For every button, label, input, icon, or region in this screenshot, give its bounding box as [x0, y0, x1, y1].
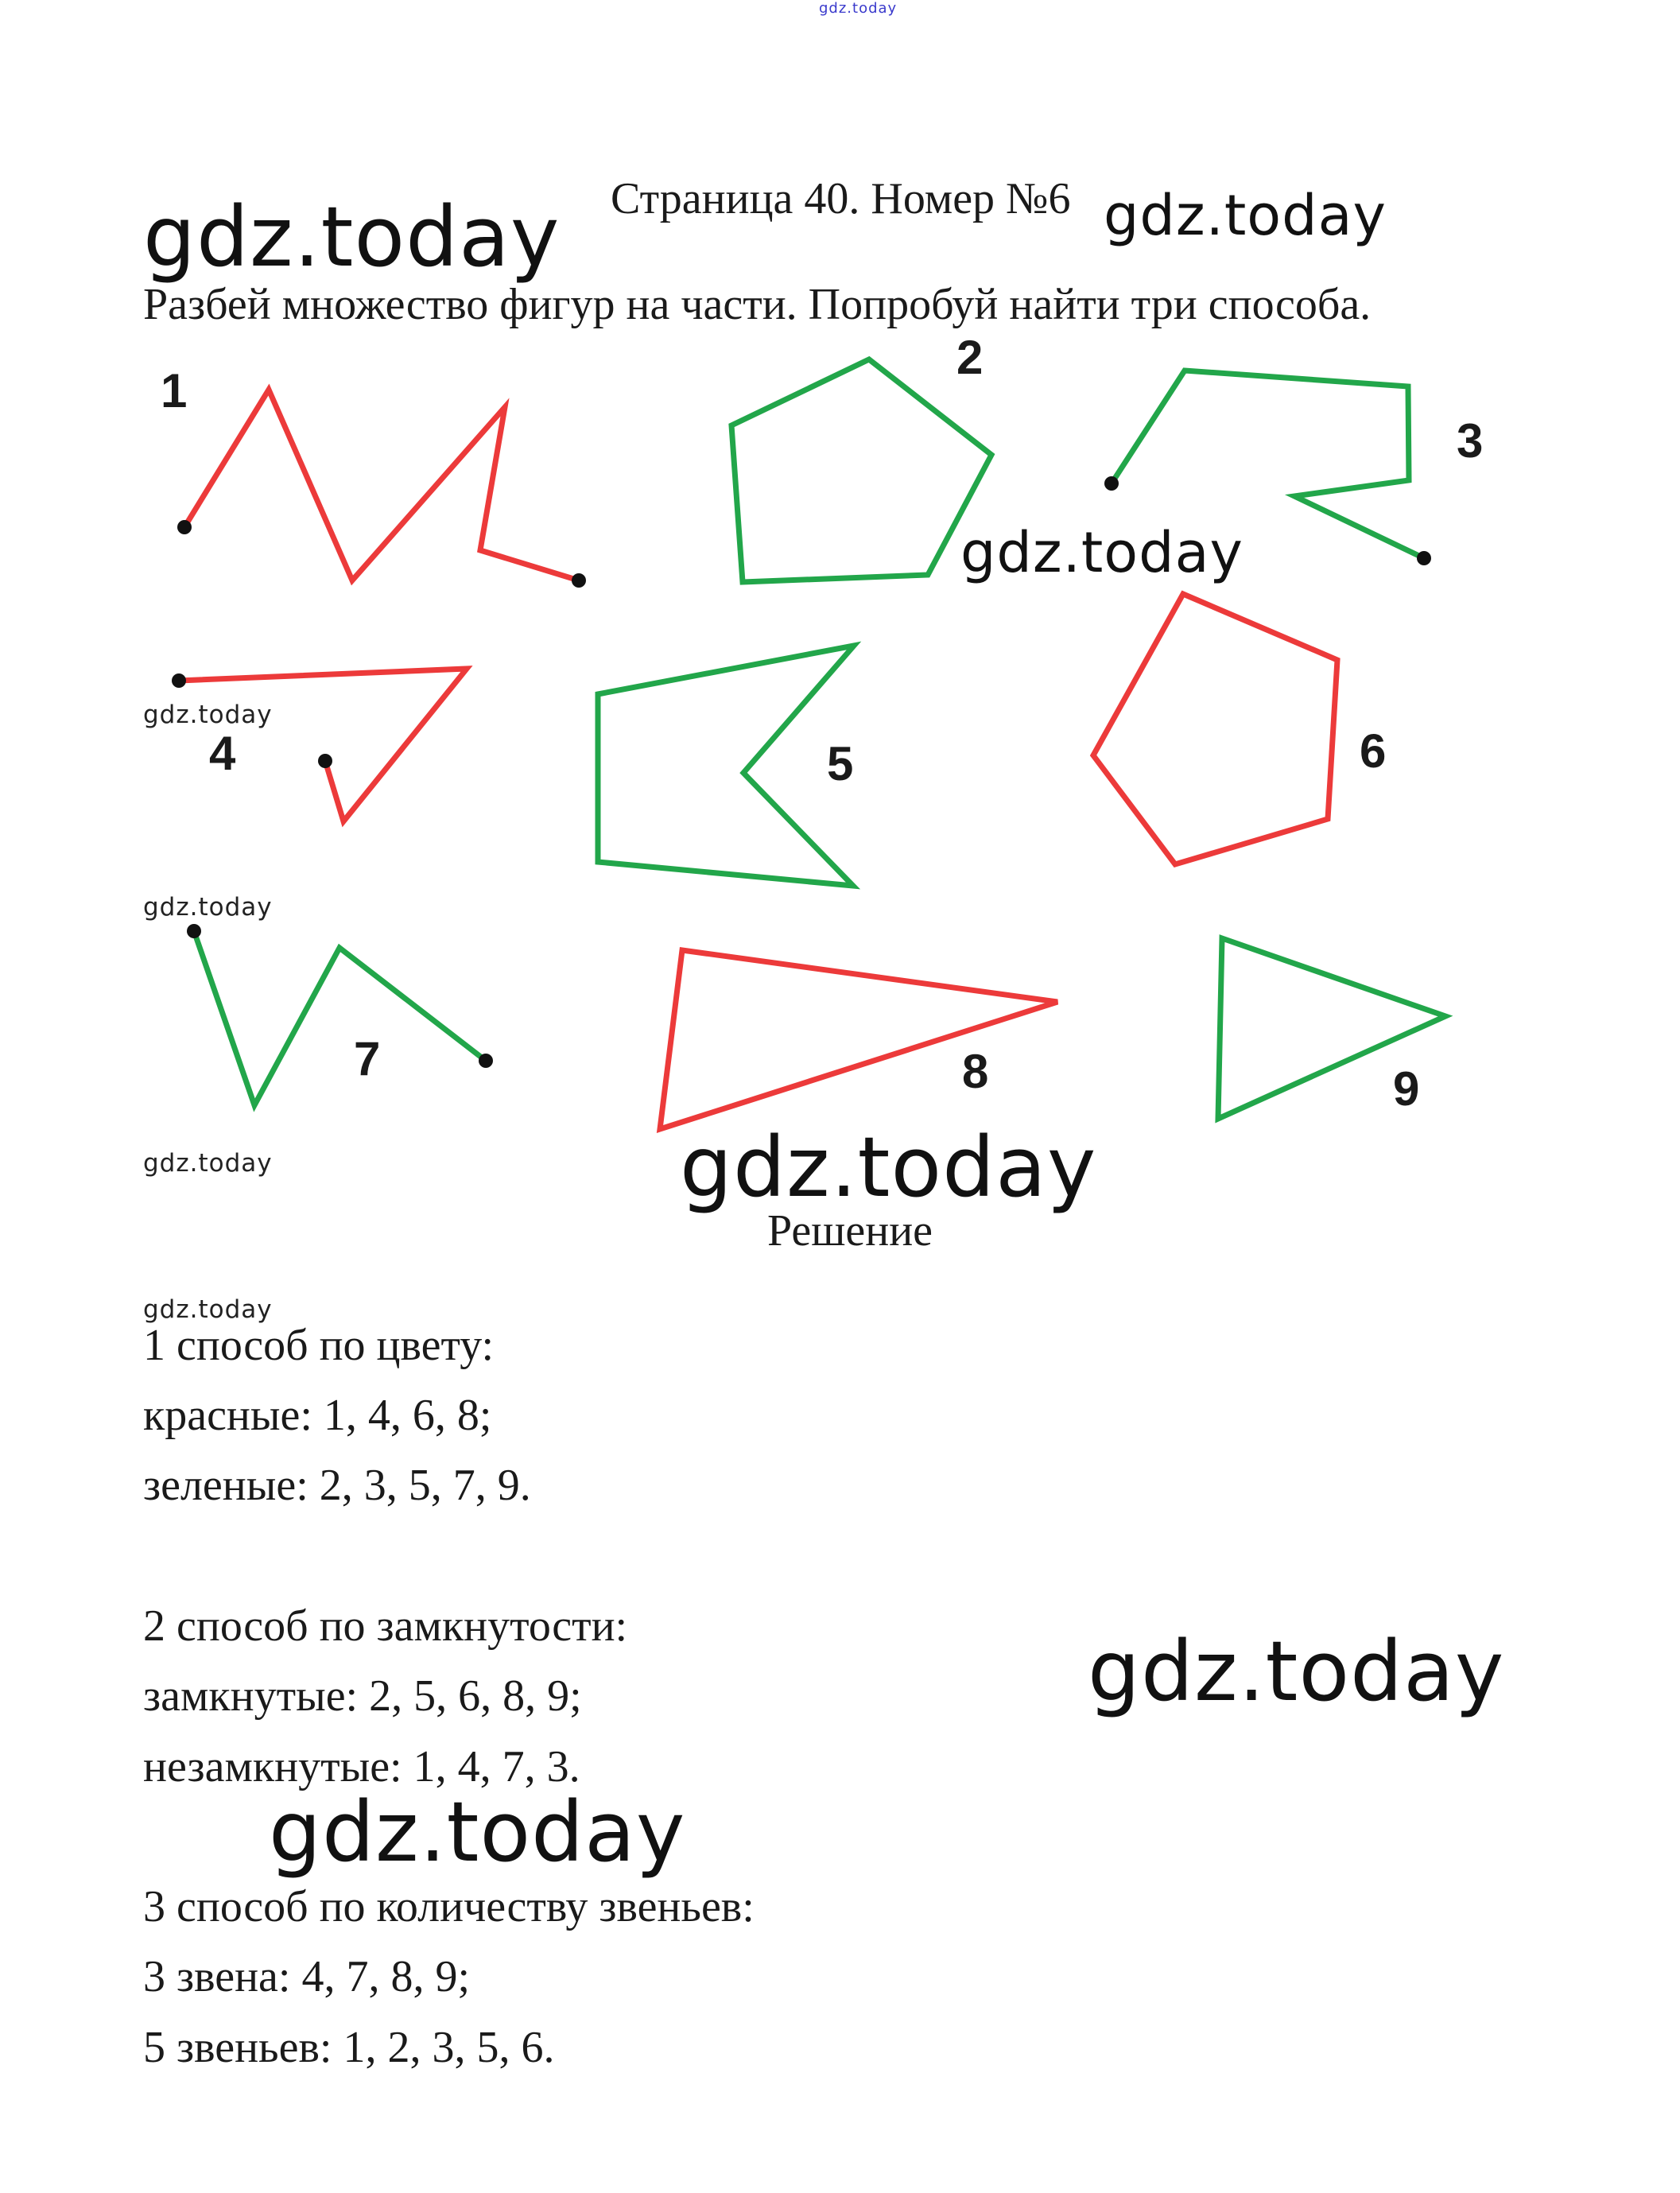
- figure-4-label: 4: [209, 727, 236, 780]
- solution-heading: Решение: [767, 1206, 933, 1256]
- figure-8-label: 8: [962, 1045, 989, 1098]
- answer-3-heading: 3 способ по количеству звеньев:: [143, 1882, 755, 1931]
- figure-9-label: 9: [1393, 1062, 1420, 1116]
- figure-7-endpoint-end: [479, 1054, 493, 1068]
- figures-illustration: [143, 334, 1495, 1161]
- figure-7-endpoint-start: [187, 924, 201, 938]
- figure-3-endpoint-start: [1104, 476, 1119, 491]
- figure-6-label: 6: [1360, 724, 1387, 778]
- answer-2-line-1: замкнутые: 2, 5, 6, 8, 9;: [143, 1671, 582, 1721]
- figure-2-shape: [731, 359, 991, 582]
- watermark-title-left: gdz.today: [143, 188, 561, 285]
- figure-5-shape: [598, 646, 854, 886]
- figure-4-endpoint-start: [172, 673, 186, 688]
- watermark-answers-right: gdz.today: [1088, 1623, 1505, 1720]
- watermark-top: gdz.today: [819, 0, 898, 17]
- figures-svg: [143, 334, 1495, 1161]
- figure-1-shape: [184, 390, 579, 580]
- answer-1-line-1: красные: 1, 4, 6, 8;: [143, 1391, 492, 1440]
- watermark-title-right: gdz.today: [1104, 183, 1387, 248]
- answer-3-line-1: 3 звена: 4, 7, 8, 9;: [143, 1952, 471, 2001]
- watermark-figures-small-1: gdz.today: [143, 701, 273, 729]
- figure-7-shape: [194, 931, 486, 1105]
- watermark-answers-small: gdz.today: [143, 1295, 273, 1324]
- figure-1-endpoint-start: [177, 520, 192, 534]
- figure-2-label: 2: [956, 334, 984, 384]
- figure-6-shape: [1093, 594, 1337, 864]
- watermark-figures-small-2: gdz.today: [143, 893, 273, 922]
- figure-3-endpoint-end: [1417, 551, 1431, 565]
- figure-1-endpoint-end: [572, 573, 586, 588]
- task-text: Разбей множество фигур на части. Попробуй найти три способа.: [143, 280, 1372, 329]
- answer-1-heading: 1 способ по цвету:: [143, 1321, 495, 1370]
- figure-3-label: 3: [1457, 414, 1484, 468]
- watermark-figures-small-3: gdz.today: [143, 1149, 273, 1178]
- page-title: Страница 40. Номер №6: [611, 174, 1071, 223]
- answer-2-heading: 2 способ по замкнутости:: [143, 1601, 628, 1651]
- watermark-figures-center: gdz.today: [960, 520, 1244, 585]
- answer-1-line-2: зеленые: 2, 3, 5, 7, 9.: [143, 1461, 531, 1510]
- figure-4-endpoint-end: [318, 754, 332, 768]
- watermark-answers-left: gdz.today: [269, 1784, 686, 1881]
- answer-3-line-2: 5 звеньев: 1, 2, 3, 5, 6.: [143, 2023, 555, 2072]
- figure-5-label: 5: [827, 737, 854, 790]
- figure-1-label: 1: [161, 364, 188, 417]
- figure-7-label: 7: [354, 1032, 381, 1085]
- watermark-solution: gdz.today: [680, 1119, 1097, 1216]
- answer-2-line-2: незамкнутые: 1, 4, 7, 3.: [143, 1742, 580, 1791]
- figure-8-shape: [660, 950, 1057, 1129]
